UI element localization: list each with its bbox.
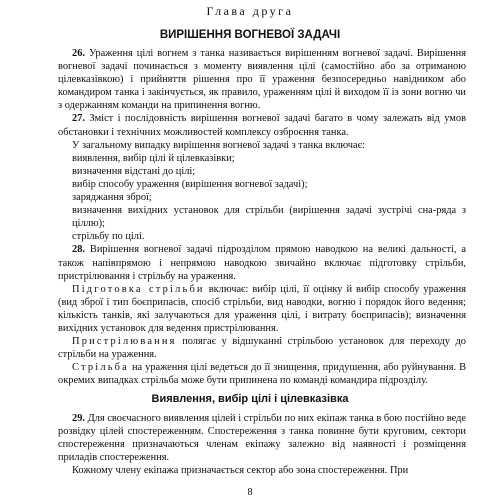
paragraph-text: Ураження цілі вогнем з танка називається вирішенням вогневої задачі. Вирішення вогневої задачі починається з моменту виявлення цілі (самостійно або за отриманою цілевказівкою) і прийняття рішення про її ураження безпосередньо навідником або командиром танка і закінчується, як правило, ураженням цілі й виходом її із зони вогню чи з одержанням команди на припинення вогню. bbox=[58, 48, 466, 112]
paragraph-firing bbox=[58, 361, 466, 387]
page-number: 8 bbox=[247, 487, 253, 498]
paragraph-30: Кожному члену екіпажа призначається сектор або зона спостереження. При bbox=[72, 465, 409, 477]
paragraph-text: Вирішення вогневої задачі підрозділом прямою наводкою на великі дальності, а також напівпрямою і непрямою наводкою звичайно включає підготовку стрільби, пристрілювання і стрільбу на ураження. bbox=[58, 244, 466, 282]
list-item: визначення вихідних установок для стрільби (вирішення задачі зустрічі сна-ряда з ціллю); bbox=[72, 205, 466, 230]
paragraph-text: Зміст і послідовність вирішення вогневої задачі багато в чому залежать від умов обстановки і технічних можливостей комплексу озброєння танка. bbox=[58, 113, 466, 138]
paragraph-number: 27. bbox=[72, 113, 85, 125]
list-item: виявлення, вибір цілі й цілевказівки; bbox=[72, 152, 235, 164]
paragraph-text: Для своєчасного виявлення цілей і стрільби по них екіпаж танка в бою постійно веде розвідку цілей спостереженням. Спостереження з танка повинне бути круговим, сектори спостереження призначаються членам екіпажу залежно від наявності і розміщення приладів спостереження. bbox=[58, 413, 466, 464]
paragraph-zeroing bbox=[58, 335, 466, 361]
term-firing: Стрільба bbox=[72, 362, 129, 374]
list-item: заряджання зброї; bbox=[72, 192, 152, 204]
paragraph-28 bbox=[58, 243, 466, 282]
subsection-title: Виявлення, вибір цілі і цілевказівка bbox=[151, 393, 349, 405]
list-intro: У загальному випадку вирішення вогневої задачі з танка включає: bbox=[72, 139, 365, 151]
paragraph-number: 28. bbox=[72, 244, 85, 256]
paragraph-text: на ураження цілі ведеться до її знищення, придушення, або руйнування. В окремих випадках стрільба може бути припинена по команді командира підрозділу. bbox=[58, 362, 466, 387]
paragraph-text: полягає у відшуканні стрільбою установок для переходу до стрільби на ураження. bbox=[58, 336, 466, 361]
chapter-heading: Глава друга bbox=[206, 4, 294, 18]
paragraph-number: 26. bbox=[72, 48, 85, 59]
list-item: визначення відстані до цілі; bbox=[72, 165, 196, 177]
term-preparation: Підготовка стрільби bbox=[72, 283, 205, 295]
paragraph-26 bbox=[58, 47, 466, 112]
subsection-text bbox=[58, 412, 466, 477]
section-title: ВИРІШЕННЯ ВОГНЕВОЇ ЗАДАЧІ bbox=[159, 29, 341, 41]
paragraph-27 bbox=[58, 112, 466, 138]
list-item: стрільбу по цілі. bbox=[72, 231, 145, 243]
list-item: вибір способу ураження (вирішення вогневої задачі); bbox=[72, 178, 308, 190]
paragraph-preparation bbox=[58, 283, 466, 335]
term-zeroing: Пристрілювання bbox=[72, 336, 177, 348]
main-text bbox=[58, 47, 466, 387]
paragraph-29 bbox=[58, 412, 466, 464]
paragraph-text: включає: вибір цілі, її оцінку й вибір способу ураження (вид зброї і тип боєприпасів, спосіб стрільби, вид наводки, вогню і порядок його ведення; кількість танків, які залучаються для ураження цілі, і витрату боєприпасів); визначення вихідних установок для ведення пристрілювання. bbox=[58, 283, 466, 334]
paragraph-number: 29. bbox=[72, 413, 85, 424]
